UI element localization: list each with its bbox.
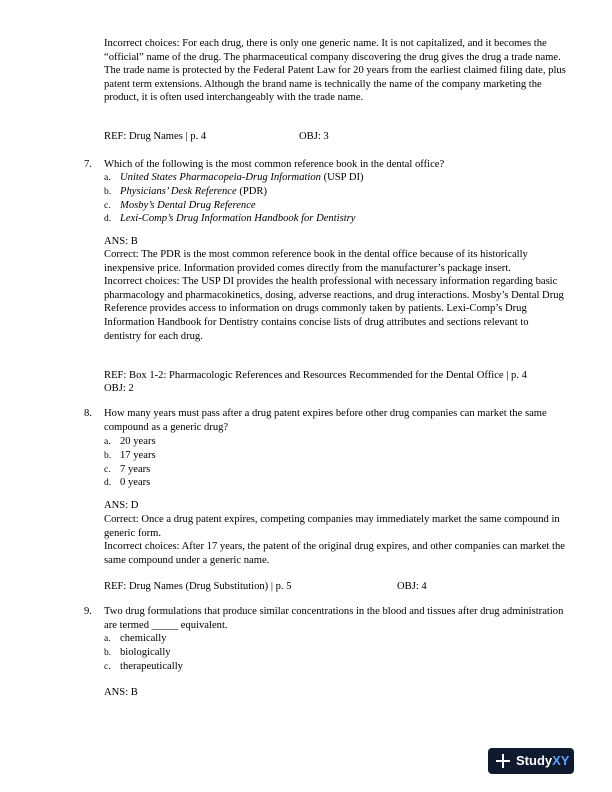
q6-incorrect-rationale: Incorrect choices: For each drug, there is only one generic name. It is not capitalized, and it becomes the “official” name of the drug. The pharmaceutical company discovering the drug gives the drug a trade name. The trade name is protected by the Federal Patent Law for 20 years from the earliest claimed filing date, plus patent term extensions. Although the brand name is technically the name of the company marketing the product, it is often used interchangeably with the trade name. <box>104 38 566 104</box>
question-9-options <box>104 632 564 673</box>
option-7b: b. Physicians’ Desk Reference (PDR) <box>104 185 267 197</box>
option-8b: b. 17 years <box>104 449 156 461</box>
question-7-options <box>104 171 564 226</box>
question-7-stem: Which of the following is the most common reference book in the dental office? <box>104 159 445 170</box>
option-9c: c. therapeutically <box>104 660 183 672</box>
logo-brand-main: Study <box>516 753 553 768</box>
question-8-obj: OBJ: 4 <box>397 581 427 592</box>
question-9-answer: ANS: B <box>104 687 138 698</box>
question-8-ref: REF: Drug Names (Drug Substitution) | p. 5 <box>104 581 292 592</box>
q6-ref-line <box>104 130 574 144</box>
option-8c: c. 7 years <box>104 463 151 475</box>
question-8-number: 8. <box>84 408 92 419</box>
q6-obj: OBJ: 3 <box>299 131 329 142</box>
question-7-rationale: Correct: The PDR is the most common reference book in the dental office because of its historically inexpensive price. Information provided comes directly from the manufacturer’s package insert. Incorrect choices: The USP DI provides the health professional with necessary information regarding basic pharmacology and pharmacokinetics, dosing, adverse reactions, and drug interactions. Mosby’s Dental Drug Reference provides access to information on drugs commonly taken by patients. Lexi-Comp’s Drug Information Handbook for Dentistry contains concise lists of drug attributes and sections relevant to dentistry for each drug. <box>104 249 564 342</box>
question-8-options <box>104 435 564 490</box>
option-9b: b. biologically <box>104 646 171 658</box>
logo-brand-accent: XY <box>552 753 570 768</box>
option-7d: d. Lexi-Comp’s Drug Information Handbook for Dentistry <box>104 213 356 225</box>
question-9-stem: Two drug formulations that produce similar concentrations in the blood and tissues after drug administration are termed _____ equivalent. <box>104 606 564 631</box>
option-7c: c. Mosby’s Dental Drug Reference <box>104 199 256 211</box>
question-8-ref-line <box>104 580 574 594</box>
studyxy-logo <box>488 748 574 774</box>
question-9-number: 9. <box>84 606 92 617</box>
question-7-number: 7. <box>84 159 92 170</box>
option-8a: a. 20 years <box>104 436 156 447</box>
option-9a: a. chemically <box>104 633 167 644</box>
question-8-rationale: Correct: Once a drug patent expires, competing companies may immediately market the same compound in generic form. Incorrect choices: After 17 years, the patent of the original drug expires, and other companies can market the same compound under a generic name. <box>104 514 565 566</box>
option-7a: a. United States Pharmacopeia-Drug Information (USP DI) <box>104 172 364 183</box>
question-8-stem: How many years must pass after a drug patent expires before other drug companies can market the same compound as a generic drug? <box>104 408 547 433</box>
question-7-ref: REF: Box 1-2: Pharmacologic References and Resources Recommended for the Dental Office | p. 4 <box>104 370 527 381</box>
question-7-obj: OBJ: 2 <box>104 383 134 394</box>
question-8-answer: ANS: D <box>104 500 139 511</box>
option-8d: d. 0 years <box>104 477 151 489</box>
plus-icon <box>494 752 512 770</box>
question-7-answer: ANS: B <box>104 236 138 247</box>
q6-ref: REF: Drug Names | p. 4 <box>104 131 207 142</box>
